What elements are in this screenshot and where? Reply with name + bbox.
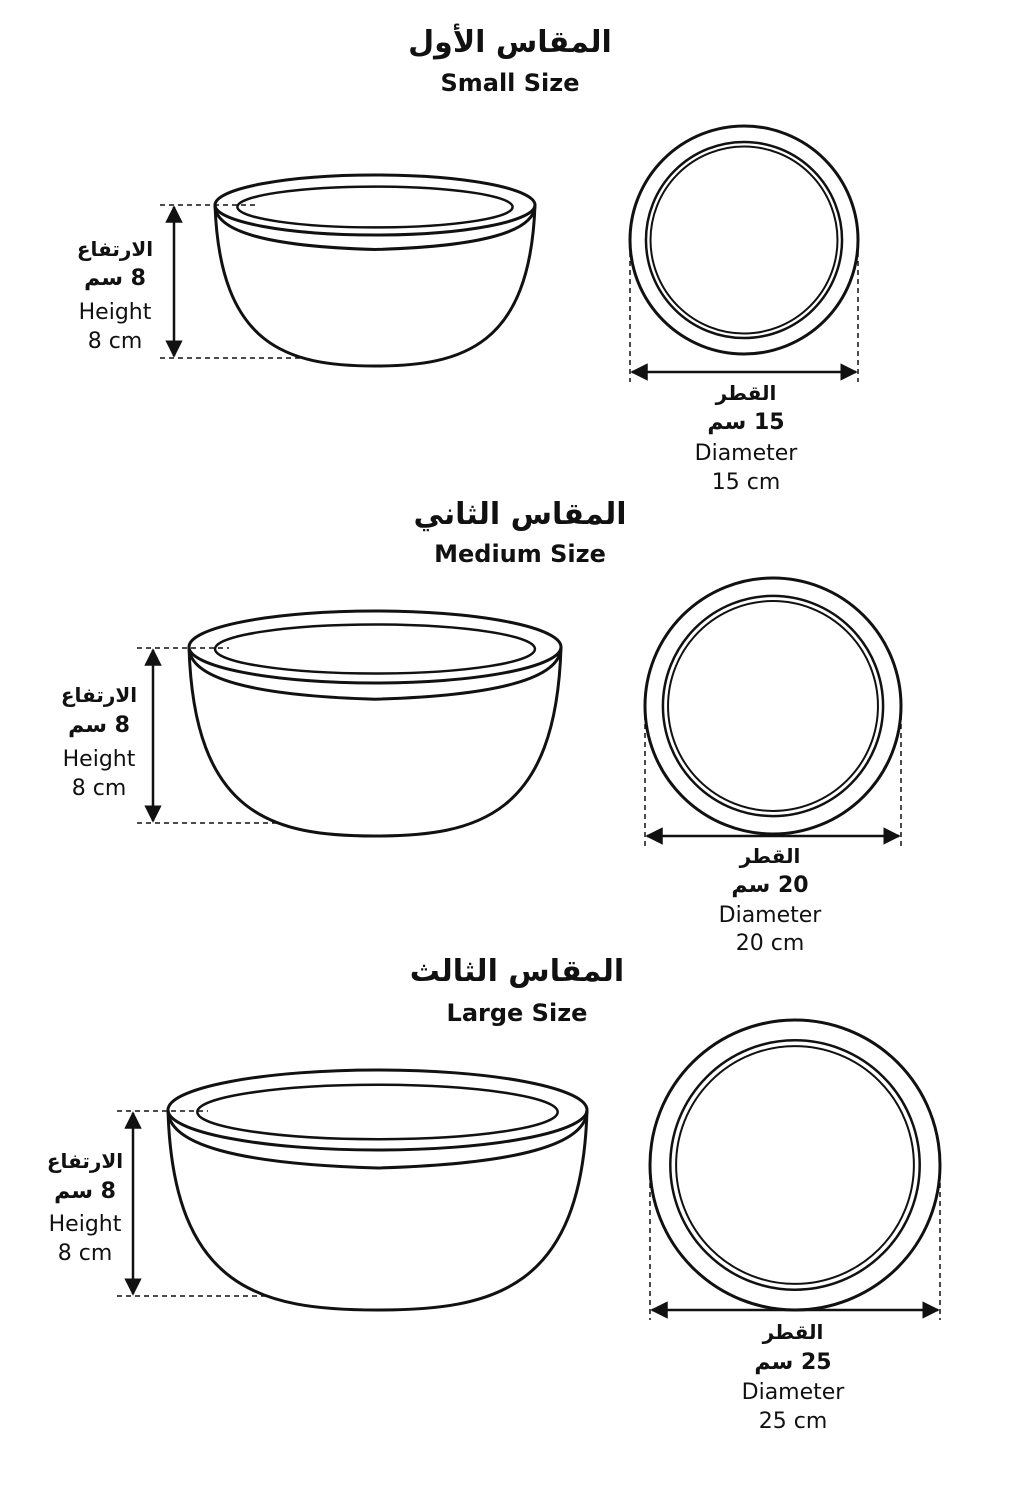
height-value-ar: 8 سم (68, 713, 130, 738)
diameter-value-en: 25 cm (758, 1409, 828, 1434)
bowl-top-rim-circle (670, 1040, 919, 1289)
bowl-top-outer-circle (645, 578, 901, 834)
height-label-en: Height (62, 747, 136, 772)
height-value-en: 8 cm (71, 776, 127, 801)
bowl-body-outline (215, 205, 535, 366)
bowl-top-inner-circle (651, 147, 838, 334)
bowl-inner-rim (197, 1085, 557, 1139)
size-title-ar: المقاس الأول (408, 25, 612, 60)
diameter-label-en: Diameter (718, 903, 822, 928)
size-title-en: Medium Size (434, 540, 606, 568)
height-value-en: 8 cm (57, 1241, 113, 1266)
bowl-top-rim-circle (663, 596, 883, 816)
bowl-top-outer-circle (630, 126, 858, 354)
size-title-en: Large Size (446, 999, 588, 1027)
diameter-value-en: 20 cm (735, 931, 805, 956)
bowl-rim-outline (189, 611, 561, 683)
diameter-label-ar: القطر (739, 844, 801, 868)
bowl-inner-rim (215, 625, 535, 674)
diameter-value-ar: 20 سم (731, 873, 809, 898)
diameter-label-ar: القطر (762, 1320, 824, 1344)
bowl-top-inner-circle (668, 601, 878, 811)
size-title-ar: المقاس الثالث (409, 954, 625, 989)
height-value-en: 8 cm (87, 329, 143, 354)
diameter-value-ar: 25 سم (754, 1350, 832, 1375)
diameter-label-en: Diameter (741, 1380, 845, 1405)
height-value-ar: 8 سم (54, 1179, 116, 1204)
diameter-value-en: 15 cm (711, 470, 781, 495)
bowl-rim-outline (215, 175, 535, 235)
bowl-body-outline (189, 647, 561, 836)
height-label-en: Height (78, 300, 152, 325)
bowl-top-inner-circle (676, 1046, 914, 1284)
size-title-en: Small Size (440, 69, 580, 97)
bowl-inner-rim (237, 187, 512, 228)
bowl-top-rim-circle (646, 142, 842, 338)
diameter-label-en: Diameter (694, 441, 798, 466)
height-value-ar: 8 سم (84, 266, 146, 291)
diameter-label-ar: القطر (715, 381, 777, 405)
height-label-ar: الارتفاع (60, 683, 138, 707)
height-label-ar: الارتفاع (46, 1149, 124, 1173)
height-label-en: Height (48, 1212, 122, 1237)
size-title-ar: المقاس الثاني (413, 497, 627, 532)
diameter-value-ar: 15 سم (707, 410, 785, 435)
height-label-ar: الارتفاع (76, 237, 154, 261)
bowl-top-outer-circle (650, 1020, 940, 1310)
